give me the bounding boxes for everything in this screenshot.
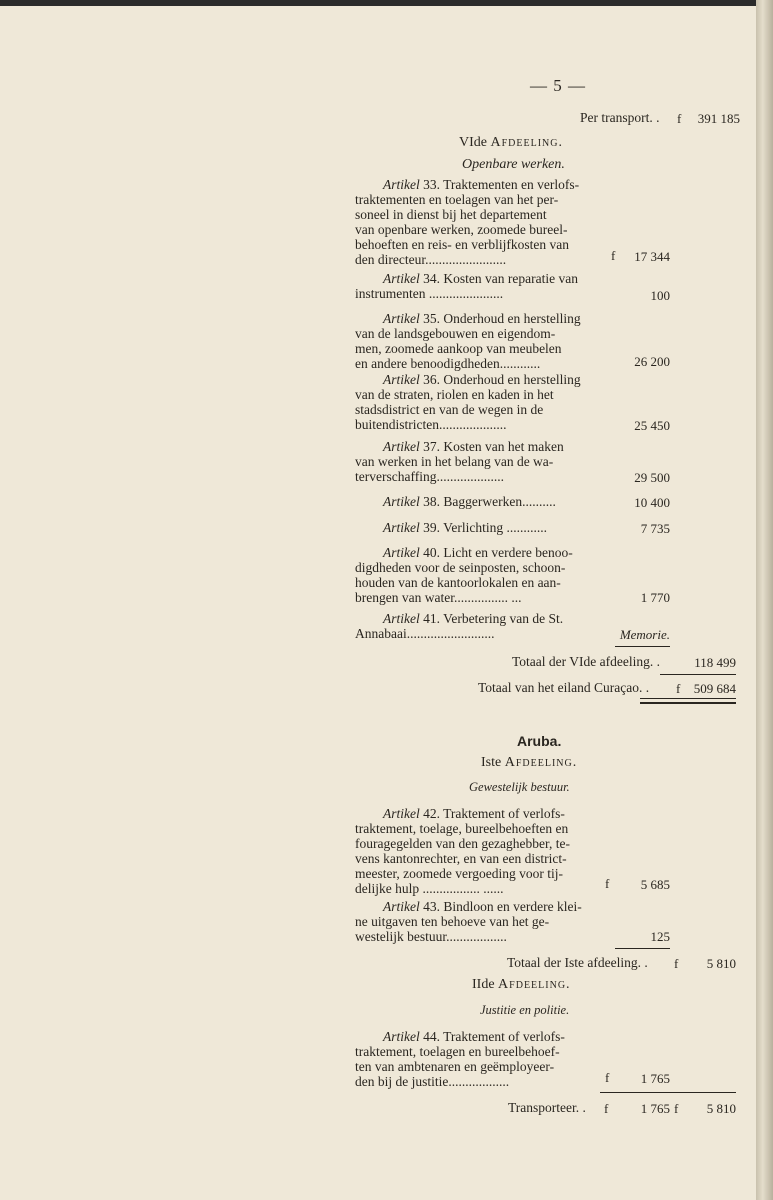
article-39 (355, 520, 547, 535)
page-edge (756, 0, 773, 1200)
article-line: vens kantonrechter, en van een district- (355, 851, 567, 866)
article-number: 42. (423, 806, 440, 821)
section-heading-word: Afdeeling. (504, 755, 578, 770)
double-rule-top (640, 698, 736, 699)
article-number: 33. (423, 177, 440, 192)
article-amount: 1 770 (640, 590, 670, 605)
section-heading-word: Afdeeling. (498, 977, 571, 992)
article-36 (355, 372, 581, 432)
section-heading (481, 755, 577, 771)
transport-amount-2: 5 810 (706, 1101, 736, 1116)
article-label: Artikel (383, 494, 420, 509)
transport-currency-2: f (674, 1101, 679, 1116)
article-label: Artikel (383, 439, 420, 454)
article-number: 35. (423, 311, 440, 326)
article-currency: f (611, 248, 616, 263)
article-label: Artikel (383, 372, 420, 387)
article-line: Verlichting ............ (443, 520, 548, 535)
section-total-amount: 5 810 (706, 956, 736, 971)
article-38 (355, 494, 556, 509)
article-line: brengen van water................ ... (355, 590, 522, 605)
article-amount: 5 685 (640, 877, 670, 892)
article-number: 34. (423, 271, 440, 286)
article-number: 43. (423, 899, 440, 914)
article-line: digdheden voor de seinposten, schoon- (355, 560, 566, 575)
article-line: instrumenten ...................... (355, 286, 504, 301)
article-43 (355, 899, 582, 944)
article-37 (355, 439, 564, 484)
article-label: Artikel (383, 611, 420, 626)
article-line: Baggerwerken.......... (443, 494, 556, 509)
article-amount: 10 400 (634, 495, 670, 510)
section-heading-prefix: VIde (459, 135, 487, 150)
article-number: 41. (423, 611, 440, 626)
article-line: westelijk bestuur.................. (355, 929, 507, 944)
section-heading-word: Afdeeling. (490, 135, 563, 150)
section-subheading: Gewestelijk bestuur. (469, 780, 570, 794)
article-41 (355, 611, 563, 641)
subtotal-rule (615, 948, 670, 949)
article-amount: Memorie. (619, 627, 670, 642)
section-total-label: Totaal der VIde afdeeling. . (512, 654, 660, 669)
article-currency: f (605, 1070, 610, 1085)
article-line: stadsdistrict en van de wegen in de (355, 402, 544, 417)
article-currency: f (605, 876, 610, 891)
article-amount: 26 200 (634, 354, 670, 369)
article-amount: 17 344 (634, 249, 670, 264)
section-heading (459, 135, 563, 151)
transport-label: Transporteer. . (508, 1100, 586, 1115)
article-number: 44. (423, 1029, 440, 1044)
article-amount: 25 450 (634, 418, 670, 433)
article-line: van de landsgebouwen en eigendom- (355, 326, 556, 341)
article-number: 37. (423, 439, 440, 454)
article-line: Traktement of verlofs- (443, 1029, 565, 1044)
article-33 (355, 177, 579, 267)
subtotal-rule (615, 646, 670, 647)
double-rule-bottom (640, 702, 736, 704)
total-rule (660, 674, 736, 675)
article-line: Traktement of verlofs- (443, 806, 565, 821)
article-number: 40. (423, 545, 440, 560)
section-subheading: Justitie en politie. (480, 1003, 570, 1017)
article-line: Annabaai.......................... (355, 626, 495, 641)
per-transport-amount: 391 185 (697, 111, 740, 126)
article-line: meester, zoomede vergoeding voor tij- (355, 866, 564, 881)
article-line: Licht en verdere benoo- (443, 545, 573, 560)
article-label: Artikel (383, 520, 420, 535)
article-number: 38. (423, 494, 440, 509)
article-amount: 125 (650, 929, 670, 944)
section-total-amount: 118 499 (694, 655, 736, 670)
article-line: fouragegelden van den gezaghebber, te- (355, 836, 570, 851)
article-line: buitendistricten.................... (355, 417, 507, 432)
article-line: van openbare werken, zoomede bureel- (355, 222, 568, 237)
article-label: Artikel (383, 311, 420, 326)
article-44 (355, 1029, 565, 1089)
section-heading-prefix: IIde (472, 977, 495, 992)
article-line: Onderhoud en herstelling (443, 372, 581, 387)
article-line: van de straten, riolen en kaden in het (355, 387, 554, 402)
article-line: men, zoomede aankoop van meubelen (355, 341, 562, 356)
article-line: traktement, toelage, bureelbehoeften en (355, 821, 569, 836)
article-line: den directeur........................ (355, 252, 507, 267)
article-line: traktementen en toelagen van het per- (355, 192, 559, 207)
document-page (0, 6, 758, 1200)
article-label: Artikel (383, 271, 420, 286)
article-amount: 7 735 (640, 521, 670, 536)
page-number: — 5 — (530, 76, 586, 95)
article-number: 36. (423, 372, 440, 387)
transport-amount-1: 1 765 (640, 1101, 670, 1116)
transport-rule (600, 1092, 736, 1093)
article-label: Artikel (383, 806, 420, 821)
article-amount: 29 500 (634, 470, 670, 485)
island-total-currency: f (676, 681, 681, 696)
article-line: Traktementen en verlofs- (443, 177, 580, 192)
article-amount: 1 765 (640, 1071, 670, 1086)
section-total-label: Totaal der Iste afdeeling. . (507, 955, 648, 970)
article-label: Artikel (383, 1029, 420, 1044)
article-line: traktement, toelagen en bureelbehoef- (355, 1044, 560, 1059)
article-line: Kosten van het maken (443, 439, 564, 454)
article-42 (355, 806, 570, 896)
article-label: Artikel (383, 899, 420, 914)
article-line: en andere benoodigdheden............ (355, 356, 541, 371)
article-line: soneel in dienst bij het departement (355, 207, 547, 222)
article-line: ten van ambtenaren en geëmployeer- (355, 1059, 555, 1074)
section-heading (472, 977, 571, 993)
article-label: Artikel (383, 545, 420, 560)
island-total-label: Totaal van het eiland Curaçao. . (478, 680, 650, 695)
article-40 (355, 545, 573, 605)
article-label: Artikel (383, 177, 420, 192)
article-line: van werken in het belang van de wa- (355, 454, 554, 469)
article-line: Onderhoud en herstelling (443, 311, 581, 326)
article-line: ne uitgaven ten behoeve van het ge- (355, 914, 550, 929)
article-number: 39. (423, 520, 440, 535)
article-line: Bindloon en verdere klei- (443, 899, 582, 914)
article-line: den bij de justitie.................. (355, 1074, 510, 1089)
island-total-amount: 509 684 (693, 681, 736, 696)
section-total-currency: f (674, 956, 679, 971)
per-transport-label: Per transport. . (580, 110, 660, 125)
article-line: behoeften en reis- en verblijfkosten van (355, 237, 570, 252)
article-line: terverschaffing.................... (355, 469, 504, 484)
per-transport-currency: f (677, 111, 682, 126)
transport-currency-1: f (604, 1101, 609, 1116)
article-line: Kosten van reparatie van (443, 271, 578, 286)
article-line: Verbetering van de St. (443, 611, 564, 626)
article-amount: 100 (650, 288, 670, 303)
island-title: Aruba. (517, 733, 562, 749)
article-line: delijke hulp ................. ...... (355, 881, 504, 896)
section-subheading: Openbare werken. (462, 157, 565, 172)
article-35 (355, 311, 581, 371)
section-heading-prefix: Iste (481, 755, 502, 770)
article-line: houden van de kantoorlokalen en aan- (355, 575, 561, 590)
article-34 (355, 271, 578, 301)
